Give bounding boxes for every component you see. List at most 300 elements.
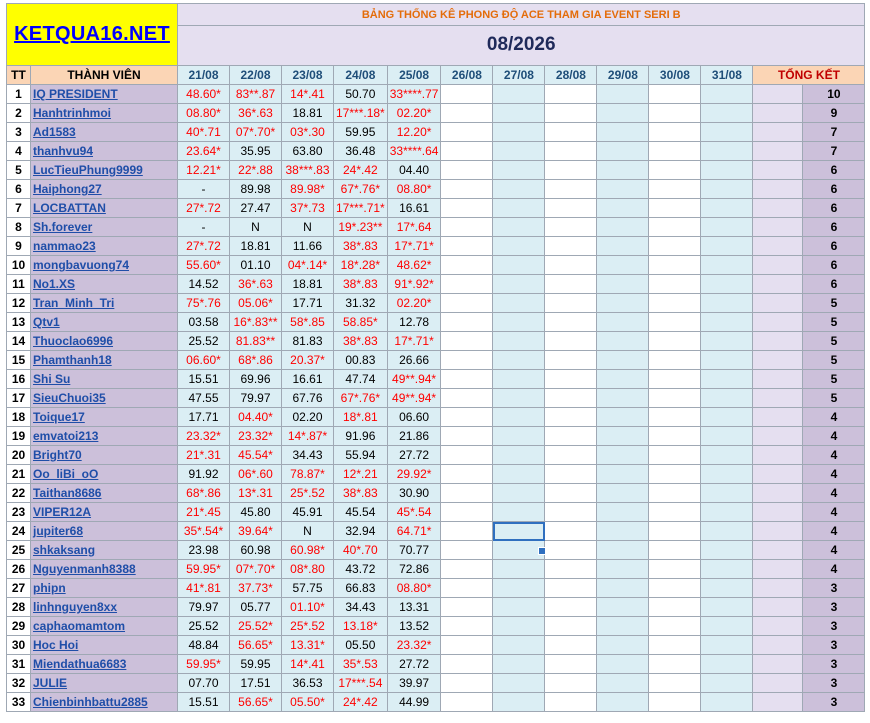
row-number[interactable]: 20 [7,446,31,465]
score-cell[interactable]: 70.77 [387,541,441,560]
empty-cell[interactable] [493,142,545,161]
header-date[interactable]: 26/08 [441,66,493,85]
score-cell[interactable]: 16.61 [387,199,441,218]
score-cell[interactable]: 08.80* [387,180,441,199]
score-cell[interactable]: 48.84 [178,636,230,655]
empty-cell[interactable] [701,389,753,408]
empty-cell[interactable] [649,503,701,522]
score-cell[interactable]: 81.83** [230,332,282,351]
empty-cell[interactable] [701,256,753,275]
empty-cell[interactable] [441,199,493,218]
empty-cell[interactable] [493,104,545,123]
empty-cell[interactable] [701,123,753,142]
total-cell[interactable]: 4 [803,484,865,503]
empty-cell[interactable] [545,294,597,313]
empty-cell[interactable] [701,636,753,655]
member-link[interactable]: Hoc Hoi [33,638,79,652]
member-cell[interactable] [31,389,178,408]
score-cell[interactable]: 17.71 [178,408,230,427]
score-cell[interactable]: 12.21* [178,161,230,180]
score-cell[interactable]: 60.98* [282,541,334,560]
score-cell[interactable]: 36*.63 [230,104,282,123]
empty-cell[interactable] [545,256,597,275]
empty-cell[interactable] [649,598,701,617]
empty-cell[interactable] [441,180,493,199]
empty-cell[interactable] [493,370,545,389]
empty-cell[interactable] [493,446,545,465]
empty-cell[interactable] [701,332,753,351]
row-number[interactable]: 30 [7,636,31,655]
score-cell[interactable]: 07*.70* [230,560,282,579]
empty-cell[interactable] [597,294,649,313]
score-cell[interactable]: 21*.31 [178,446,230,465]
empty-cell[interactable] [649,161,701,180]
empty-cell[interactable] [701,104,753,123]
empty-cell[interactable] [441,408,493,427]
score-cell[interactable]: 13.18* [334,617,388,636]
score-cell[interactable]: 03.58 [178,313,230,332]
member-link[interactable]: Toique17 [33,410,85,424]
score-cell[interactable]: 20.37* [282,351,334,370]
score-cell[interactable]: 34.43 [282,446,334,465]
row-number[interactable]: 22 [7,484,31,503]
empty-cell[interactable] [493,674,545,693]
total-cell[interactable]: 5 [803,389,865,408]
row-number[interactable]: 13 [7,313,31,332]
empty-cell[interactable] [701,579,753,598]
header-date[interactable]: 25/08 [387,66,441,85]
empty-cell[interactable] [649,351,701,370]
logo-text[interactable]: KETQUA16.NET [14,22,170,45]
member-cell[interactable] [31,370,178,389]
score-cell[interactable]: 22*.88 [230,161,282,180]
empty-cell[interactable] [441,693,493,712]
row-number[interactable]: 33 [7,693,31,712]
score-cell[interactable]: 63.80 [282,142,334,161]
score-cell[interactable]: 79.97 [178,598,230,617]
score-cell[interactable]: 35.95 [230,142,282,161]
score-cell[interactable]: 04.40 [387,161,441,180]
score-cell[interactable]: 27*.72 [178,199,230,218]
member-link[interactable]: nammao23 [33,239,96,253]
empty-cell[interactable] [597,598,649,617]
empty-cell[interactable] [597,256,649,275]
empty-cell[interactable] [597,560,649,579]
empty-cell[interactable] [597,332,649,351]
empty-cell[interactable] [441,294,493,313]
empty-cell[interactable] [545,351,597,370]
row-number[interactable]: 10 [7,256,31,275]
empty-cell[interactable] [493,332,545,351]
empty-cell[interactable] [545,218,597,237]
empty-cell[interactable] [493,560,545,579]
empty-cell[interactable] [597,465,649,484]
score-cell[interactable]: 14.52 [178,275,230,294]
score-cell[interactable]: 05.50 [334,636,388,655]
header-date[interactable]: 23/08 [282,66,334,85]
score-cell[interactable]: 08.80* [178,104,230,123]
score-cell[interactable]: 48.60* [178,85,230,104]
member-cell[interactable] [31,218,178,237]
empty-cell[interactable] [597,275,649,294]
member-cell[interactable] [31,199,178,218]
score-cell[interactable]: 57.75 [282,579,334,598]
empty-cell[interactable] [649,617,701,636]
score-cell[interactable]: 91*.92* [387,275,441,294]
empty-cell[interactable] [493,427,545,446]
score-cell[interactable]: 89.98 [230,180,282,199]
score-cell[interactable]: 05.77 [230,598,282,617]
score-cell[interactable]: N [282,522,334,541]
total-cell[interactable]: 6 [803,256,865,275]
empty-cell[interactable] [441,579,493,598]
empty-cell[interactable] [649,655,701,674]
empty-cell[interactable] [545,142,597,161]
score-cell[interactable]: 40*.70 [334,541,388,560]
score-cell[interactable]: 16.61 [282,370,334,389]
row-number[interactable]: 21 [7,465,31,484]
empty-cell[interactable] [597,446,649,465]
score-cell[interactable]: 49**.94* [387,389,441,408]
empty-cell[interactable] [493,503,545,522]
empty-cell[interactable] [493,313,545,332]
score-cell[interactable]: 55.60* [178,256,230,275]
score-cell[interactable]: N [230,218,282,237]
score-cell[interactable]: 07.70 [178,674,230,693]
score-cell[interactable]: 56.65* [230,693,282,712]
score-cell[interactable]: 38***.83 [282,161,334,180]
total-cell[interactable]: 5 [803,332,865,351]
row-number[interactable]: 15 [7,351,31,370]
score-cell[interactable]: 13.31* [282,636,334,655]
empty-cell[interactable] [701,142,753,161]
score-cell[interactable]: 45.91 [282,503,334,522]
empty-cell[interactable] [493,579,545,598]
score-cell[interactable]: N [282,218,334,237]
member-link[interactable]: Haiphong27 [33,182,102,196]
empty-cell[interactable] [545,123,597,142]
score-cell[interactable]: 18*.81 [334,408,388,427]
empty-cell[interactable] [545,617,597,636]
empty-cell[interactable] [493,237,545,256]
member-link[interactable]: No1.XS [33,277,76,291]
score-cell[interactable]: 00.83 [334,351,388,370]
empty-cell[interactable] [493,465,545,484]
header-total[interactable]: TỔNG KẾT [753,66,865,85]
score-cell[interactable]: 06*.60 [230,465,282,484]
empty-cell[interactable] [649,579,701,598]
total-cell[interactable]: 7 [803,123,865,142]
empty-cell[interactable] [597,427,649,446]
empty-cell[interactable] [597,85,649,104]
score-cell[interactable]: 27.72 [387,655,441,674]
member-link[interactable]: Qtv1 [33,315,60,329]
row-number[interactable]: 28 [7,598,31,617]
empty-cell[interactable] [441,617,493,636]
empty-cell[interactable] [493,522,545,541]
row-number[interactable]: 25 [7,541,31,560]
score-cell[interactable]: 06.60* [178,351,230,370]
empty-cell[interactable] [597,218,649,237]
score-cell[interactable]: 33****.64 [387,142,441,161]
member-cell[interactable] [31,465,178,484]
member-cell[interactable] [31,313,178,332]
score-cell[interactable]: 45.54 [334,503,388,522]
empty-cell[interactable] [597,389,649,408]
score-cell[interactable]: 18.81 [230,237,282,256]
total-cell[interactable]: 6 [803,161,865,180]
empty-cell[interactable] [649,294,701,313]
total-cell[interactable]: 4 [803,541,865,560]
member-cell[interactable] [31,674,178,693]
empty-cell[interactable] [597,541,649,560]
member-link[interactable]: phipn [33,581,66,595]
empty-cell[interactable] [441,465,493,484]
total-cell[interactable]: 4 [803,408,865,427]
score-cell[interactable]: 12*.21 [334,465,388,484]
empty-cell[interactable] [649,256,701,275]
empty-cell[interactable] [441,655,493,674]
score-cell[interactable]: 14*.87* [282,427,334,446]
member-cell[interactable] [31,256,178,275]
row-number[interactable]: 5 [7,161,31,180]
empty-cell[interactable] [701,218,753,237]
empty-cell[interactable] [545,636,597,655]
score-cell[interactable]: 37*.73 [282,199,334,218]
score-cell[interactable]: 11.66 [282,237,334,256]
empty-cell[interactable] [649,275,701,294]
score-cell[interactable]: 23.64* [178,142,230,161]
empty-cell[interactable] [441,332,493,351]
empty-cell[interactable] [701,85,753,104]
row-number[interactable]: 29 [7,617,31,636]
member-cell[interactable] [31,693,178,712]
score-cell[interactable]: 25*.52 [282,484,334,503]
member-link[interactable]: LOCBATTAN [33,201,106,215]
empty-cell[interactable] [441,275,493,294]
score-cell[interactable]: 08*.80 [282,560,334,579]
empty-cell[interactable] [545,161,597,180]
score-cell[interactable]: 30.90 [387,484,441,503]
score-cell[interactable]: 21*.45 [178,503,230,522]
score-cell[interactable]: 19*.23** [334,218,388,237]
member-link[interactable]: Ad1583 [33,125,76,139]
member-link[interactable]: IQ PRESIDENT [33,87,118,101]
total-cell[interactable]: 6 [803,199,865,218]
score-cell[interactable]: 91.96 [334,427,388,446]
fill-handle[interactable] [538,547,546,555]
empty-cell[interactable] [493,199,545,218]
empty-cell[interactable] [649,370,701,389]
score-cell[interactable]: 23.98 [178,541,230,560]
score-cell[interactable]: 64.71* [387,522,441,541]
empty-cell[interactable] [441,85,493,104]
empty-cell[interactable] [701,199,753,218]
member-cell[interactable] [31,85,178,104]
empty-cell[interactable] [597,123,649,142]
row-number[interactable]: 8 [7,218,31,237]
score-cell[interactable]: 40*.71 [178,123,230,142]
score-cell[interactable]: 37.73* [230,579,282,598]
score-cell[interactable]: 23.32* [230,427,282,446]
empty-cell[interactable] [441,161,493,180]
empty-cell[interactable] [701,351,753,370]
member-link[interactable]: Hanhtrinhmoi [33,106,111,120]
score-cell[interactable]: 38*.83 [334,237,388,256]
member-cell[interactable] [31,446,178,465]
score-cell[interactable]: 15.51 [178,693,230,712]
empty-cell[interactable] [493,598,545,617]
header-date[interactable]: 28/08 [545,66,597,85]
empty-cell[interactable] [597,674,649,693]
empty-cell[interactable] [545,85,597,104]
empty-cell[interactable] [545,541,597,560]
member-link[interactable]: emvatoi213 [33,429,99,443]
empty-cell[interactable] [701,180,753,199]
score-cell[interactable]: 58*.85 [282,313,334,332]
score-cell[interactable]: 16*.83** [230,313,282,332]
empty-cell[interactable] [441,427,493,446]
total-cell[interactable]: 10 [803,85,865,104]
member-link[interactable]: thanhvu94 [33,144,94,158]
empty-cell[interactable] [441,313,493,332]
empty-cell[interactable] [545,332,597,351]
member-cell[interactable] [31,294,178,313]
row-number[interactable]: 17 [7,389,31,408]
score-cell[interactable]: 25.52* [230,617,282,636]
empty-cell[interactable] [649,541,701,560]
score-cell[interactable]: 13.52 [387,617,441,636]
score-cell[interactable]: 18*.28* [334,256,388,275]
empty-cell[interactable] [493,218,545,237]
empty-cell[interactable] [493,693,545,712]
empty-cell[interactable] [701,503,753,522]
total-cell[interactable]: 4 [803,503,865,522]
empty-cell[interactable] [701,541,753,560]
member-link[interactable]: SieuChuoi35 [33,391,106,405]
member-cell[interactable] [31,617,178,636]
row-number[interactable]: 9 [7,237,31,256]
empty-cell[interactable] [441,142,493,161]
member-link[interactable]: VIPER12A [33,505,92,519]
empty-cell[interactable] [649,560,701,579]
score-cell[interactable]: 67*.76* [334,389,388,408]
empty-cell[interactable] [545,484,597,503]
score-cell[interactable]: 27.72 [387,446,441,465]
empty-cell[interactable] [493,275,545,294]
empty-cell[interactable] [493,123,545,142]
total-cell[interactable]: 4 [803,427,865,446]
member-cell[interactable] [31,275,178,294]
empty-cell[interactable] [649,408,701,427]
score-cell[interactable]: 47.74 [334,370,388,389]
member-cell[interactable] [31,636,178,655]
score-cell[interactable]: 45.80 [230,503,282,522]
member-link[interactable]: Bright70 [33,448,82,462]
score-cell[interactable]: 36.53 [282,674,334,693]
empty-cell[interactable] [493,85,545,104]
score-cell[interactable]: 58.85* [334,313,388,332]
member-cell[interactable] [31,104,178,123]
empty-cell[interactable] [649,484,701,503]
member-link[interactable]: jupiter68 [33,524,84,538]
total-cell[interactable]: 7 [803,142,865,161]
total-cell[interactable]: 3 [803,579,865,598]
score-cell[interactable]: 01.10 [230,256,282,275]
empty-cell[interactable] [545,180,597,199]
score-cell[interactable]: - [178,218,230,237]
score-cell[interactable]: 02.20* [387,104,441,123]
total-cell[interactable]: 4 [803,522,865,541]
member-cell[interactable] [31,503,178,522]
score-cell[interactable]: 17*.71* [387,332,441,351]
empty-cell[interactable] [701,484,753,503]
member-link[interactable]: Oo_liBi_oO [33,467,99,481]
empty-cell[interactable] [649,199,701,218]
score-cell[interactable]: 14*.41 [282,655,334,674]
empty-cell[interactable] [441,370,493,389]
row-number[interactable]: 31 [7,655,31,674]
score-cell[interactable]: 72.86 [387,560,441,579]
score-cell[interactable]: 91.92 [178,465,230,484]
score-cell[interactable]: 25*.52 [282,617,334,636]
member-cell[interactable] [31,427,178,446]
score-cell[interactable]: 83**.87 [230,85,282,104]
score-cell[interactable]: 24*.42 [334,161,388,180]
empty-cell[interactable] [441,598,493,617]
score-cell[interactable]: 27.47 [230,199,282,218]
member-cell[interactable] [31,560,178,579]
score-cell[interactable]: 45.54* [230,446,282,465]
total-cell[interactable]: 3 [803,693,865,712]
empty-cell[interactable] [441,123,493,142]
total-cell[interactable]: 6 [803,180,865,199]
score-cell[interactable]: 24*.42 [334,693,388,712]
empty-cell[interactable] [545,522,597,541]
empty-cell[interactable] [597,503,649,522]
site-logo[interactable] [7,4,178,66]
score-cell[interactable]: 50.70 [334,85,388,104]
empty-cell[interactable] [701,598,753,617]
empty-cell[interactable] [597,484,649,503]
total-cell[interactable]: 6 [803,218,865,237]
score-cell[interactable]: 33****.77 [387,85,441,104]
header-date[interactable]: 29/08 [597,66,649,85]
empty-cell[interactable] [441,503,493,522]
empty-cell[interactable] [493,351,545,370]
score-cell[interactable]: 17*.71* [387,237,441,256]
member-link[interactable]: mongbavuong74 [33,258,130,272]
row-number[interactable]: 23 [7,503,31,522]
score-cell[interactable]: 02.20* [387,294,441,313]
score-cell[interactable]: 02.20 [282,408,334,427]
score-cell[interactable]: 47.55 [178,389,230,408]
score-cell[interactable]: 38*.83 [334,275,388,294]
empty-cell[interactable] [597,180,649,199]
score-cell[interactable]: 66.83 [334,579,388,598]
member-link[interactable]: Miendathua6683 [33,657,127,671]
member-link[interactable]: Taithan8686 [33,486,102,500]
empty-cell[interactable] [441,674,493,693]
empty-cell[interactable] [649,218,701,237]
empty-cell[interactable] [597,655,649,674]
empty-cell[interactable] [545,389,597,408]
empty-cell[interactable] [545,655,597,674]
score-cell[interactable]: 38*.83 [334,332,388,351]
score-cell[interactable]: 17***.71* [334,199,388,218]
row-number[interactable]: 32 [7,674,31,693]
score-cell[interactable]: 21.86 [387,427,441,446]
